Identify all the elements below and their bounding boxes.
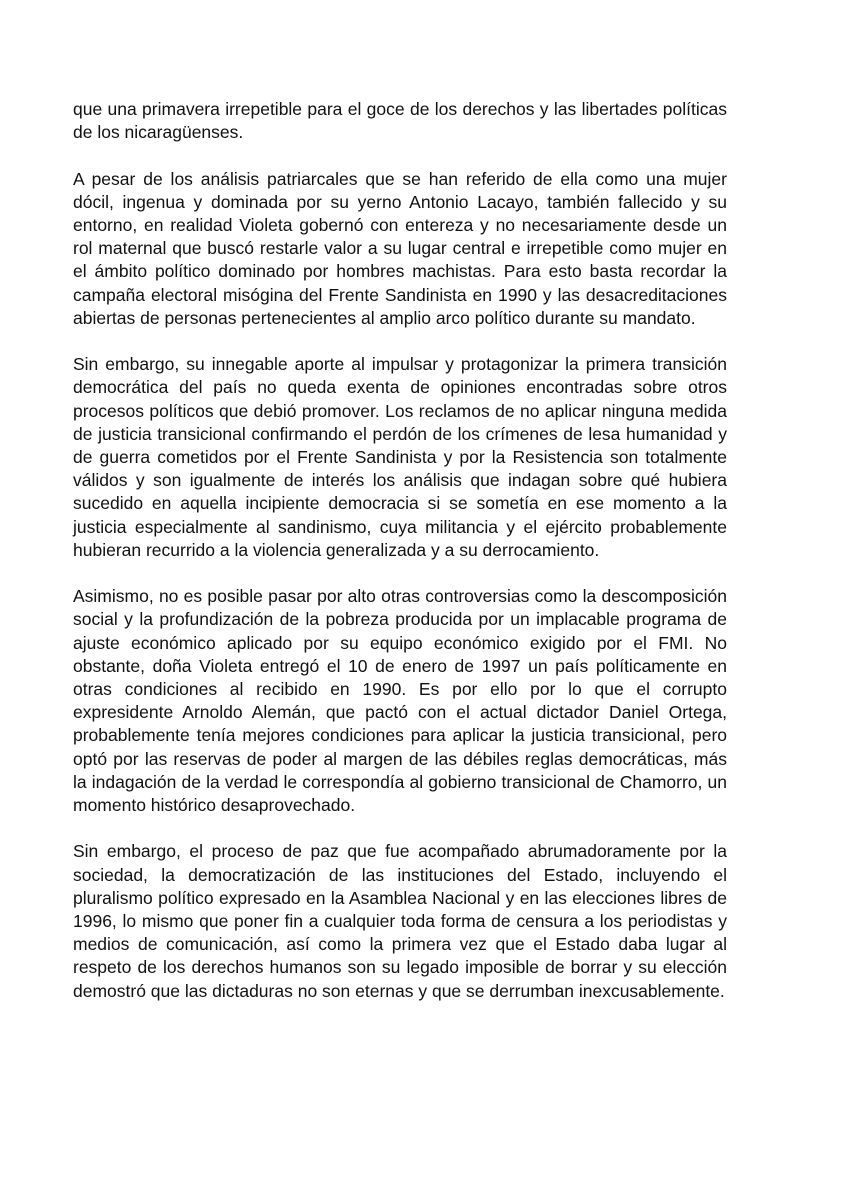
document-page [73, 98, 727, 1026]
paragraph-1: que una primavera irrepetible para el goce de los derechos y las libertades políticas de los nicaragüenses. [73, 99, 727, 143]
paragraph-2: A pesar de los análisis patriarcales que se han referido de ella como una mujer dócil, ingenua y dominada por su yerno Antonio Lacayo, también fallecido y su entorno, en realidad Violeta gobernó con entereza y no necesariamente desde un rol maternal que buscó restarle valor a su lugar central e irrepetible como mujer en el ámbito político dominado por hombres machistas. Para esto basta recordar la campaña electoral misógina del Frente Sandinista en 1990 y las desacreditaciones abiertas de personas pertenecientes al amplio arco político durante su mandato. [73, 168, 727, 328]
paragraph-5: Sin embargo, el proceso de paz que fue acompañado abrumadoramente por la sociedad, la democratización de las instituciones del Estado, incluyendo el pluralismo político expresado en la Asamblea Nacional y en las elecciones libres de 1996, lo mismo que poner fin a cualquier toda forma de censura a los periodistas y medios de comunicación, así como la primera vez que el Estado daba lugar al respeto de los derechos humanos son su legado imposible de borrar y su elección demostró que las dictaduras no son eternas y que se derrumban inexcusablemente. [73, 841, 727, 1001]
paragraph-4: Asimismo, no es posible pasar por alto otras controversias como la descomposición social y la profundización de la pobreza producida por un implacable programa de ajuste económico aplicado por su equipo económico exigido por el FMI. No obstante, doña Violeta entregó el 10 de enero de 1997 un país políticamente en otras condiciones al recibido en 1990. Es por ello por lo que el corrupto expresidente Arnoldo Alemán, que pactó con el actual dictador Daniel Ortega, probablemente tenía mejores condiciones para aplicar la justicia transicional, pero optó por las reservas de poder al margen de las débiles reglas democráticas, más la indagación de la verdad le correspondía al gobierno transicional de Chamorro, un momento histórico desaprovechado. [73, 586, 727, 816]
paragraph-3: Sin embargo, su innegable aporte al impulsar y protagonizar la primera transición democrática del país no queda exenta de opiniones encontradas sobre otros procesos políticos que debió promover. Los reclamos de no aplicar ninguna medida de justicia transicional confirmando el perdón de los crímenes de lesa humanidad y de guerra cometidos por el Frente Sandinista y por la Resistencia son totalmente válidos y son igualmente de interés los análisis que indagan sobre qué hubiera sucedido en aquella incipiente democracia si se sometía en ese momento a la justicia especialmente al sandinismo, cuya militancia y el ejército probablemente hubieran recurrido a la violencia generalizada y a su derrocamiento. [73, 354, 727, 560]
